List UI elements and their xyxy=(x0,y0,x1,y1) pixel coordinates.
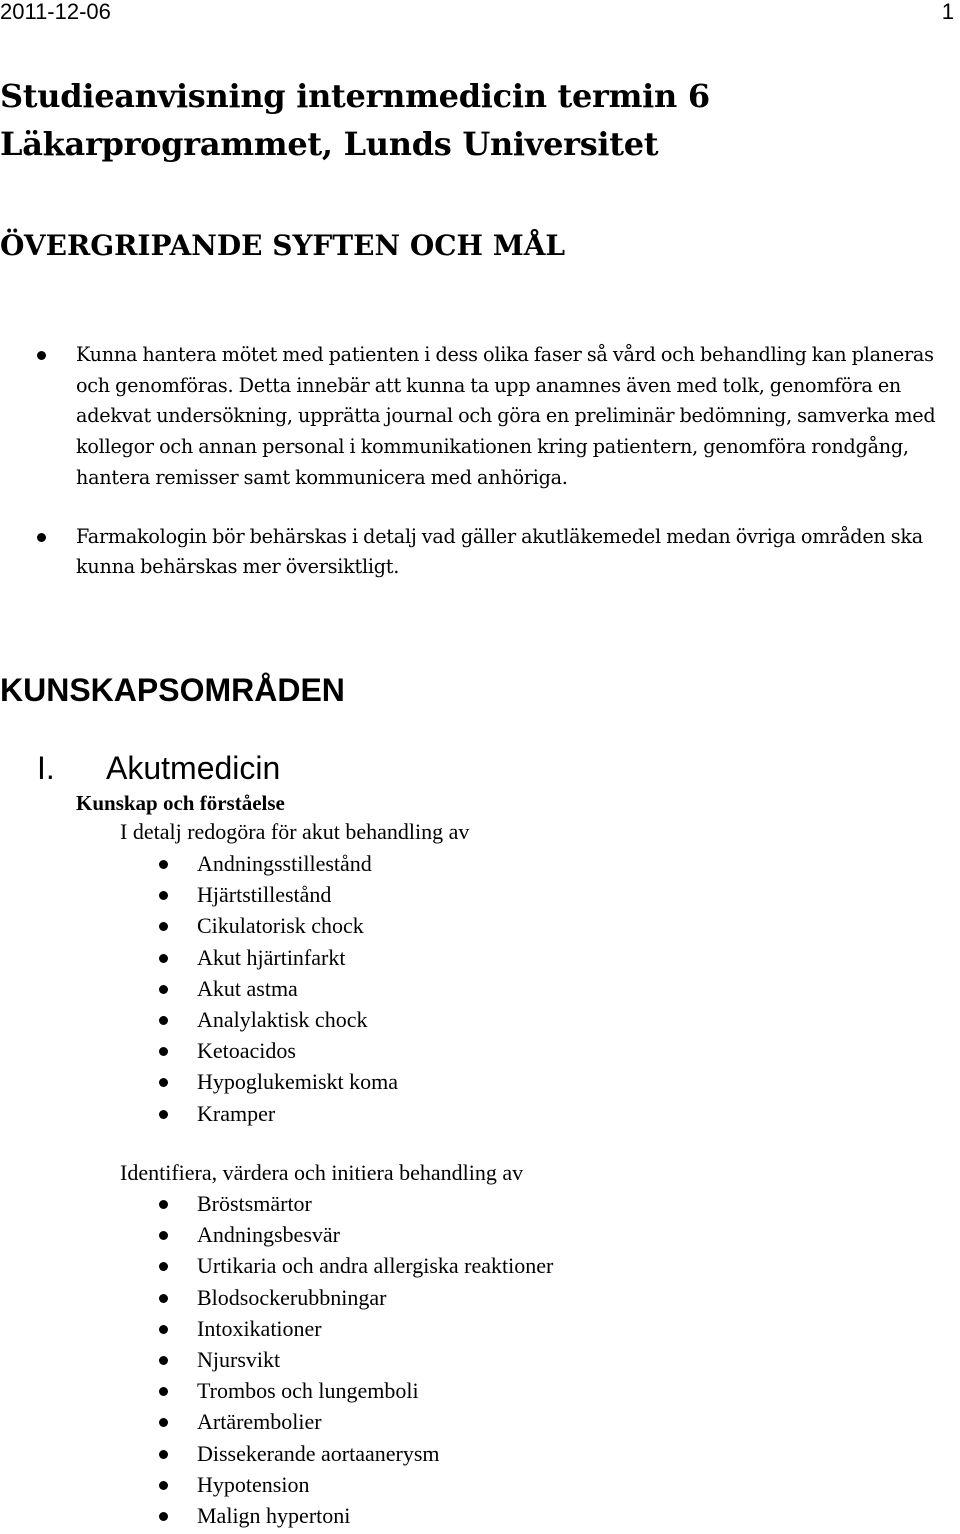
list-item xyxy=(0,973,398,1004)
bullet-icon xyxy=(37,351,46,360)
identify-treatment-list xyxy=(0,1188,553,1531)
bullet-icon xyxy=(159,1418,168,1427)
group-intro: Identifiera, värdera och initiera behandling av xyxy=(120,1160,524,1185)
bullet-icon xyxy=(159,1262,168,1271)
list-item xyxy=(0,1469,553,1500)
bullet-icon xyxy=(159,1200,168,1209)
list-item-text: Malign hypertoni xyxy=(197,1502,351,1528)
bullet-icon xyxy=(159,1078,168,1087)
list-item-text: Andningsbesvär xyxy=(197,1222,340,1248)
list-item xyxy=(0,848,398,879)
header-date: 2011-12-06 xyxy=(0,0,111,24)
list-item-text: Hypoglukemiskt koma xyxy=(197,1069,399,1095)
document-title xyxy=(0,72,710,168)
bullet-icon xyxy=(159,1512,168,1521)
list-item xyxy=(0,1035,398,1066)
list-item-text: Trombos och lungemboli xyxy=(197,1378,419,1404)
sub-heading: Kunskap och förståelse xyxy=(76,791,285,815)
list-item-text: Urtikaria och andra allergiska reaktioner xyxy=(197,1253,554,1279)
section-title: Akutmedicin xyxy=(106,750,281,786)
bullet-icon xyxy=(159,1110,168,1119)
bullet-icon xyxy=(159,1325,168,1334)
list-item-text: Andningsstillestånd xyxy=(197,851,372,876)
list-item-text: Farmakologin bör behärskas i detalj vad gäller akutläkemedel medan övriga områden ska kunna behärskas mer översiktligt. xyxy=(76,524,923,579)
list-item xyxy=(0,1500,553,1531)
bullet-icon xyxy=(159,891,168,900)
list-item xyxy=(0,1188,553,1219)
list-item-text: Akut astma xyxy=(197,975,298,1001)
list-item xyxy=(0,1406,553,1437)
list-item-text: Hypotension xyxy=(197,1471,310,1497)
bullet-icon xyxy=(159,1294,168,1303)
list-item xyxy=(0,1219,553,1250)
document-title-line-2: Läkarprogrammet, Lunds Universitet xyxy=(0,125,659,163)
list-item xyxy=(0,942,398,973)
list-item xyxy=(0,910,398,941)
syften-list xyxy=(0,340,960,583)
document-title-line-1: Studieanvisning internmedicin termin 6 xyxy=(0,77,710,115)
list-item xyxy=(0,522,960,583)
bullet-icon xyxy=(159,1047,168,1056)
bullet-icon xyxy=(159,985,168,994)
list-item-text: Artärembolier xyxy=(197,1409,322,1435)
bullet-icon xyxy=(159,954,168,963)
list-item xyxy=(0,1438,553,1469)
bullet-icon xyxy=(159,922,168,931)
list-item-text: Kramper xyxy=(197,1100,276,1126)
bullet-icon xyxy=(159,1450,168,1459)
list-item xyxy=(0,1344,553,1375)
list-item xyxy=(0,340,960,494)
heading-overgripande-syften: ÖVERGRIPANDE SYFTEN OCH MÅL xyxy=(0,229,566,262)
bullet-icon xyxy=(159,1481,168,1490)
list-item-text: Kunna hantera mötet med patienten i dess olika faser så vård och behandling kan planeras och genomföras. Detta innebär att kunna ta upp anamnes även med tolk, genomföra en adekvat undersökning, upprätta journal och göra en preliminär bedömning, samverka med kollegor och annan personal i kommunikationen kring patientern, genomföra rondgång, hantera remisser samt kommunicera med anhöriga. xyxy=(76,343,936,489)
group-intro: I detalj redogöra för akut behandling av xyxy=(120,819,470,844)
list-item xyxy=(0,1066,398,1097)
list-item-text: Intoxikationer xyxy=(197,1315,322,1341)
bullet-icon xyxy=(159,1387,168,1396)
bullet-icon xyxy=(159,1016,168,1025)
list-item xyxy=(0,1098,398,1129)
heading-kunskapsomraden: KUNSKAPSOMRÅDEN xyxy=(0,672,345,708)
list-item-text: Njursvikt xyxy=(197,1346,281,1372)
list-item xyxy=(0,1004,398,1035)
list-item-text: Akut hjärtinfarkt xyxy=(197,944,346,970)
list-item xyxy=(0,1250,553,1281)
bullet-icon xyxy=(159,1231,168,1240)
list-item xyxy=(0,1375,553,1406)
list-item-text: Cikulatorisk chock xyxy=(197,913,364,939)
list-item xyxy=(0,1282,553,1313)
header-page-number: 1 xyxy=(941,0,954,24)
list-item xyxy=(0,879,398,910)
bullet-icon xyxy=(159,860,168,869)
section-number: I. xyxy=(37,750,55,786)
bullet-icon xyxy=(159,1356,168,1365)
list-item-text: Hjärtstillestånd xyxy=(197,882,332,908)
list-item xyxy=(0,1313,553,1344)
list-item-text: Blodsockerubbningar xyxy=(197,1284,387,1310)
list-item-text: Dissekerande aortaanerysm xyxy=(197,1440,440,1466)
list-item-text: Ketoacidos xyxy=(197,1038,296,1064)
list-item-text: Bröstsmärtor xyxy=(197,1191,312,1216)
acute-treatment-list xyxy=(0,848,398,1129)
bullet-icon xyxy=(37,533,46,542)
list-item-text: Analylaktisk chock xyxy=(197,1006,368,1032)
